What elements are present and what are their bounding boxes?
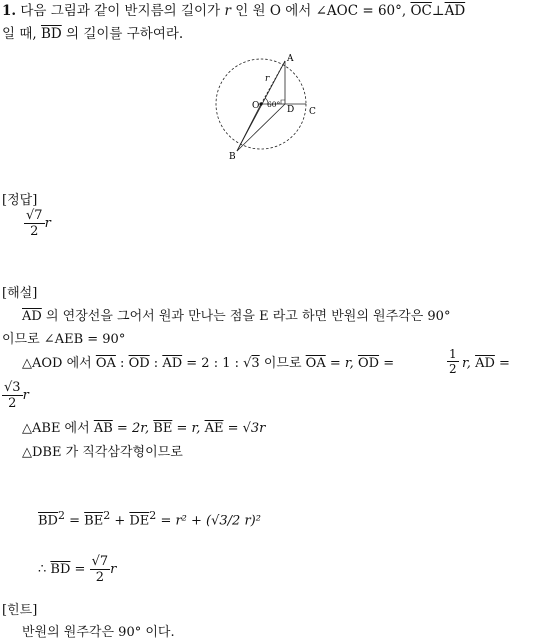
problem-line-2 [2, 28, 183, 42]
sol-l5-be-val: = r, [176, 421, 201, 436]
eq1-sq-3: 2 [149, 509, 157, 522]
label-r: r [265, 74, 270, 84]
sol-l4-num: √3 [4, 380, 21, 395]
sol-ad: $\overline{AD}$ [22, 309, 42, 324]
sol-l3-oa: $\overline{OA}$ [95, 356, 116, 371]
sol-l4-r: r [22, 388, 29, 403]
sol-l3-sqrt3: 3 [251, 356, 260, 371]
eq1-de: $\overline{DE}$ [129, 513, 150, 529]
sol-l4-den: 2 [8, 396, 17, 411]
problem-text-a: 다음 그림과 같이 반지름의 길이가 [20, 3, 221, 19]
eq2-eq: = [74, 562, 86, 577]
label-d: D [287, 105, 295, 115]
sol-l3-a: △AOD 에서 [22, 356, 92, 371]
problem-line-1 [2, 5, 465, 19]
solution-header: [해설] [2, 286, 38, 301]
sol-l3-eq-r: = r, [329, 356, 354, 371]
radius-symbol: r [224, 3, 231, 19]
eq1-sq-2: 2 [103, 509, 111, 522]
label-b: B [229, 152, 236, 162]
sol-l5-ab: $\overline{AB}$ [93, 421, 113, 436]
solution-l3-frac [447, 348, 459, 375]
solution-line-1 [22, 310, 450, 323]
eq2-den: 2 [95, 570, 105, 585]
solution-l3-tail [462, 357, 510, 370]
problem-text-c: 일 때, [2, 26, 37, 42]
eq2-bd: $\overline{BD}$ [50, 562, 71, 577]
segment-bd-line [237, 104, 285, 151]
sol-l5-be: $\overline{BE}$ [153, 421, 173, 436]
circle-figure [205, 52, 325, 164]
sol-l3-b: 이므로 [263, 356, 302, 371]
sol-l3-frac-num: 1 [449, 347, 457, 361]
eq1-sq-1: 2 [57, 509, 65, 522]
right-angle-mark [281, 100, 285, 104]
answer-denominator: 2 [30, 224, 39, 239]
eq1-be: $\overline{BE}$ [84, 513, 104, 529]
equation-2 [38, 555, 116, 584]
label-angle: 60° [267, 100, 281, 109]
solution-line-5 [22, 422, 265, 435]
segment-oc: $\overline{OC}$ [410, 3, 432, 19]
sol-l3-ratio: = 2 : 1 : [186, 356, 239, 371]
hint-text: 반원의 원주각은 90° 이다. [22, 625, 175, 640]
answer-value [24, 209, 51, 238]
label-a: A [287, 54, 294, 64]
segment-ob-line [237, 104, 261, 151]
sol-l3-od: $\overline{OD}$ [128, 356, 150, 371]
hint-header: [힌트] [2, 603, 38, 618]
sol-l5-ae-val: = √3r [227, 421, 266, 436]
problem-number: 1. [2, 3, 17, 19]
eq2-therefore: ∴ [38, 562, 47, 577]
eq2-r: r [110, 562, 117, 577]
segment-ad: $\overline{AD}$ [444, 3, 466, 19]
sol-l5-ae: $\overline{AE}$ [204, 421, 224, 436]
solution-line-4 [2, 381, 29, 410]
eq1-bd: $\overline{BD}$ [38, 513, 58, 529]
answer-r: r [44, 216, 51, 231]
equation-1: $\overline{BD}^2 = \overline{BE}^2 + \overline{DE}^2 = r^2 + (√3/2$ r)² [38, 509, 261, 529]
eq1-rhs: = r² + (√3/2 r)² [160, 513, 261, 529]
answer-header: [정답] [2, 193, 38, 208]
perp-symbol: ⊥ [431, 3, 445, 19]
eq2-num: √7 [91, 554, 109, 569]
center-dot [259, 102, 262, 105]
problem-text-d: 의 길이를 구하여라. [66, 26, 184, 42]
sol-l3-od2: $\overline{OD}$ [357, 356, 380, 371]
solution-line-6: △DBE 가 직각삼각형이므로 [22, 445, 183, 460]
sol-l3-eq2: = [499, 356, 510, 371]
sol-l3-r: r, [462, 356, 471, 371]
sol-l3-eq: = [383, 356, 395, 371]
problem-text-b: 인 원 O 에서 ∠AOC = 60°, [235, 3, 407, 19]
sol-l3-ad: $\overline{AD}$ [162, 356, 183, 371]
sol-l3-ad2: $\overline{AD}$ [475, 356, 495, 371]
sol-l3-oa2: $\overline{OA}$ [305, 356, 326, 371]
sol-l3-frac-den: 2 [449, 362, 457, 376]
sol-l5-ab-val: = 2r, [116, 421, 150, 436]
segment-bd: $\overline{BD}$ [40, 26, 62, 42]
label-o: O [252, 101, 260, 111]
label-c: C [309, 107, 316, 117]
sol-l5-a: △ABE 에서 [22, 421, 90, 436]
solution-line-3: △AOD 에서 $\overline{OA}$ : $\overline{OD}$ : $\overline{AD} = 2$ : 1 : √3 이므로 $\overline{OA} = r$, $\overline{OD}$ = [22, 356, 395, 371]
sol-line-1-text: 의 연장선을 그어서 원과 만나는 점을 E 라고 하면 반원의 원주각은 90° [45, 309, 451, 324]
solution-line-2: 이므로 ∠AEB = 90° [2, 332, 126, 347]
answer-numerator: √7 [26, 208, 43, 223]
